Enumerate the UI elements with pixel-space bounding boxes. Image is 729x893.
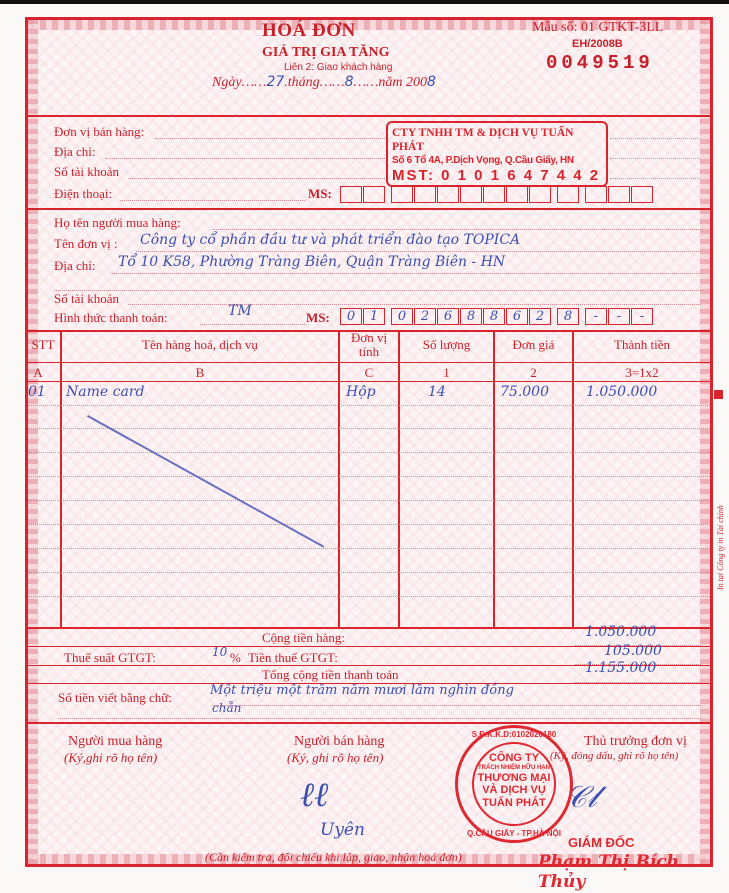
in-words-label: Số tiền viết bằng chữ:	[58, 690, 172, 705]
buyer-unit-line	[136, 251, 701, 252]
date-month[interactable]: 8	[344, 74, 354, 90]
th-name: Tên hàng hoá, dịch vụ	[142, 337, 258, 352]
divider-header	[25, 115, 713, 117]
grand-total-value[interactable]: 1.155.000	[585, 660, 657, 676]
divider-table-codes	[25, 381, 713, 382]
tax-digit: 2	[529, 308, 551, 325]
tax-digit: 0	[340, 308, 362, 325]
date-day-label: Ngày	[212, 75, 242, 90]
seller-sign-title: Người bán hàng	[294, 734, 385, 749]
director-signature: 𝒞𝓁	[565, 780, 597, 815]
buyer-unit-label: Tên đơn vị :	[54, 236, 118, 251]
in-words-value-line1[interactable]: Một triệu một trăm năm mươi lăm nghìn đồng	[210, 683, 514, 698]
buyer-name-label: Họ tên người mua hàng:	[54, 215, 181, 230]
seller-unit-label: Đơn vị bán hàng:	[54, 124, 145, 139]
tax-digit: 8	[460, 308, 482, 325]
buyer-payment-value[interactable]: TM	[228, 303, 252, 319]
th-stt: STT	[31, 337, 55, 352]
buyer-address-line	[110, 273, 701, 274]
buyer-payment-line	[200, 324, 305, 325]
seller-unit-line[interactable]	[155, 138, 385, 139]
company-round-seal	[455, 725, 573, 843]
seller-phone-label: Điện thoại:	[54, 186, 113, 201]
date-year[interactable]: 8	[427, 74, 436, 90]
cell-qty: 14	[428, 384, 446, 400]
border-pattern-left	[28, 20, 38, 864]
director-name-stamp: Phạm Thị Bích Thủy	[538, 852, 679, 892]
th-price: Đơn giá	[512, 337, 555, 352]
seller-signature: ℓℓ	[300, 775, 329, 815]
th-amount: Thành tiền	[614, 337, 670, 352]
date-year-label: năm 200	[378, 75, 428, 90]
buyer-tax-code-boxes[interactable]	[340, 308, 654, 325]
seller-address-line-ext	[610, 158, 700, 159]
row-line	[28, 476, 710, 477]
buyer-sign-note: (Ký,ghi rõ họ tên)	[64, 750, 158, 765]
code-a: A	[33, 365, 43, 380]
vat-rate-value[interactable]: 10	[212, 645, 228, 659]
tax-digit: -	[585, 308, 607, 325]
buyer-name-line[interactable]	[213, 229, 701, 230]
code-c: C	[364, 365, 374, 380]
seal-rim-top: S.Đ.K.K.D:0102020180	[471, 730, 557, 739]
seller-signed-name: Uyên	[320, 820, 365, 840]
row-line	[28, 500, 710, 501]
stamp-tax-code: MST: 0 1 0 1 6 4 7 4 4 2	[392, 167, 601, 185]
vat-amount-label: Tiền thuế GTGT:	[248, 650, 338, 665]
head-sign-note: (Ký, đóng dấu, ghi rõ họ tên)	[550, 750, 679, 762]
buyer-ms-label: MS:	[306, 310, 330, 325]
seller-phone-line[interactable]	[120, 200, 305, 201]
row-line	[28, 548, 710, 549]
grand-total-label: Tổng cộng tiền thanh toán	[262, 667, 399, 682]
form-number: Mẫu số: 01 GTKT-3LL	[532, 20, 664, 35]
vat-rate-label: Thuế suất GTGT:	[64, 650, 156, 665]
seal-line: TUẤN PHÁT	[482, 796, 546, 809]
tax-digit: -	[608, 308, 630, 325]
in-words-line2	[58, 718, 701, 719]
seller-account-line-ext	[610, 178, 700, 179]
border-pattern-right	[700, 20, 710, 864]
row-line	[28, 596, 710, 597]
seller-address-line[interactable]	[105, 158, 385, 159]
buyer-address-label: Địa chỉ:	[54, 258, 96, 273]
code-b: B	[195, 365, 205, 380]
seller-unit-line-ext	[610, 138, 700, 139]
subtotal-value[interactable]: 1.050.000	[585, 624, 657, 640]
seller-account-label: Số tài khoản	[54, 164, 119, 179]
seller-ms-label: MS:	[308, 186, 332, 201]
divider-in-words	[25, 722, 713, 724]
tax-digit: 8	[557, 308, 579, 325]
seller-address-label: Địa chỉ:	[54, 144, 96, 159]
seller-sign-note: (Ký, ghi rõ họ tên)	[287, 750, 384, 765]
cell-name: Name card	[66, 384, 145, 400]
th-unit: Đơn vị tính	[350, 330, 388, 359]
code-2: 2	[530, 365, 537, 380]
invoice-copy: Liên 2: Giao khách hàng	[284, 62, 393, 73]
buyer-account-label: Số tài khoản	[54, 291, 119, 306]
cell-price: 75.000	[500, 384, 549, 400]
head-sign-title: Thủ trưởng đơn vị	[584, 734, 687, 749]
code-3: 3=1x2	[625, 365, 659, 380]
invoice-number: 0049519	[546, 52, 654, 74]
invoice-title: HOÁ ĐƠN	[262, 20, 356, 41]
buyer-address-line2	[54, 290, 701, 291]
printer-logo-icon	[714, 390, 723, 399]
code-1: 1	[443, 365, 450, 380]
divider-table-head	[25, 362, 713, 363]
invoice-subtitle: GIÁ TRỊ GIA TĂNG	[262, 45, 390, 60]
tax-digit: 1	[363, 308, 385, 325]
in-words-value-line2[interactable]: chẵn	[212, 701, 242, 715]
stamp-company-name: CTY TNHH TM & DỊCH VỤ TUẤN PHÁT	[392, 127, 574, 154]
invoice-date: Ngày……27.tháng……8……năm 2008	[212, 74, 436, 90]
cell-amount: 1.050.000	[586, 384, 658, 400]
date-day[interactable]: 27	[266, 74, 285, 90]
date-month-label: tháng	[287, 75, 320, 90]
row-line	[28, 428, 710, 429]
row-line	[28, 405, 710, 406]
cell-unit: Hộp	[346, 384, 376, 400]
tax-digit: 2	[414, 308, 436, 325]
subtotal-label: Cộng tiền hàng:	[262, 630, 346, 645]
seller-tax-code-boxes[interactable]	[340, 186, 654, 203]
seller-account-line[interactable]	[128, 178, 385, 179]
row-line	[28, 524, 710, 525]
buyer-address-value[interactable]: Tổ 10 K58, Phường Tràng Biên, Quận Tràng Biên - HN	[118, 254, 506, 270]
row-line	[28, 452, 710, 453]
tax-digit: 6	[506, 308, 528, 325]
seal-line: VÀ DỊCH VỤ	[482, 784, 546, 797]
vat-amount-value[interactable]: 105.000	[604, 643, 662, 659]
row-line	[28, 572, 710, 573]
tax-digit: -	[631, 308, 653, 325]
footer-note: (Cần kiểm tra, đối chiếu khi lập, giao, nhận hoá đơn)	[205, 850, 462, 864]
buyer-unit-value[interactable]: Công ty cổ phần đầu tư và phát triển đào tạo TOPICA	[140, 232, 521, 248]
divider-seller	[25, 208, 713, 210]
seal-line: TRÁCH NHIỆM HỮU HẠN	[478, 764, 550, 771]
cell-stt: 01	[28, 384, 46, 400]
buyer-payment-label: Hình thức thanh toán:	[54, 310, 168, 325]
seller-info-stamp	[386, 121, 608, 187]
in-words-line1	[212, 705, 701, 706]
stamp-address: Số 6 Tổ 4A, P.Dịch Vọng, Q.Cầu Giấy, HN	[392, 154, 574, 166]
side-print-note: In tại Công ty in Tài chính	[716, 505, 725, 590]
tax-digit: 6	[437, 308, 459, 325]
scan-top-edge	[0, 0, 729, 4]
vat-rate-suffix: %	[230, 650, 241, 665]
th-qty: Số lượng	[422, 337, 471, 352]
tax-digit: 8	[483, 308, 505, 325]
buyer-account-line[interactable]	[128, 304, 701, 305]
buyer-sign-title: Người mua hàng	[68, 734, 163, 749]
seal-rim-bottom: Q.CẦU GIẤY - TP.HÀ NỘI	[467, 829, 561, 838]
seal-line: CÔNG TY	[488, 752, 540, 764]
tax-digit: 0	[391, 308, 413, 325]
invoice-series: EH/2008B	[572, 38, 623, 50]
seal-line: THƯƠNG MẠI	[477, 771, 551, 784]
director-title: GIÁM ĐỐC	[568, 835, 635, 850]
